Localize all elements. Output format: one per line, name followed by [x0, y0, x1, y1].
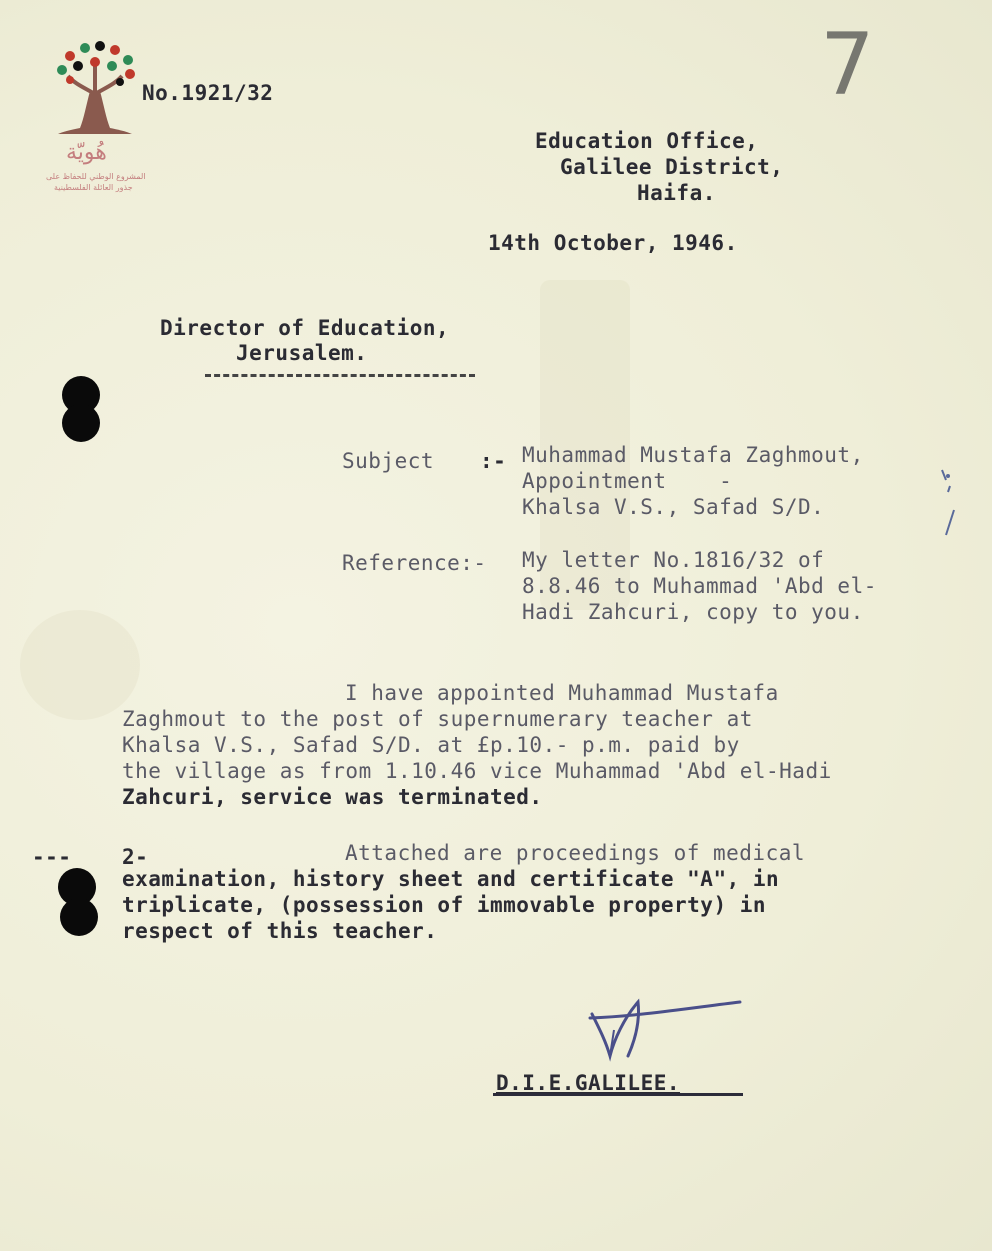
signatory: D.I.E.GALILEE.: [496, 1071, 681, 1095]
logo-caption: جذور العائلة الفلسطينية: [54, 183, 133, 192]
paragraph-number: 2-: [122, 845, 149, 869]
reference-number: No.1921/32: [142, 81, 274, 105]
reference-line: 8.8.46 to Muhammad 'Abd el-: [522, 574, 877, 598]
handwritten-signature: [580, 980, 750, 1070]
body-line: Zahcuri, service was terminated.: [122, 785, 543, 809]
logo-caption: المشروع الوطني للحفاظ على: [46, 172, 146, 181]
body-line: triplicate, (possession of immovable property) in: [122, 893, 767, 917]
ink-marks: [930, 440, 970, 540]
punch-hole: [62, 404, 100, 442]
paper-stain: [20, 610, 140, 720]
reference-line: Hadi Zahcuri, copy to you.: [522, 600, 864, 624]
reference-line: My letter No.1816/32 of: [522, 548, 825, 572]
punch-hole: [60, 898, 98, 936]
office-line: Education Office,: [535, 129, 759, 153]
subject-line: Appointment -: [522, 469, 733, 493]
body-line: Attached are proceedings of medical: [345, 841, 806, 865]
signature-rule: [493, 1093, 743, 1096]
letter-date: 14th October, 1946.: [488, 231, 738, 255]
subject-label: Subject: [342, 449, 435, 473]
body-line: Zaghmout to the post of supernumerary teacher at: [122, 707, 753, 731]
dashed-underline: [205, 374, 475, 377]
recipient-line: Jerusalem.: [236, 341, 368, 365]
recipient-line: Director of Education,: [160, 316, 450, 340]
office-line: Galilee District,: [560, 155, 784, 179]
body-line: respect of this teacher.: [122, 919, 438, 943]
body-line: the village as from 1.10.46 vice Muhammad 'Abd el-Hadi: [122, 759, 832, 783]
body-line: I have appointed Muhammad Mustafa: [345, 681, 779, 705]
subject-separator: :-: [480, 449, 507, 473]
body-line: Khalsa V.S., Safad S/D. at £p.10.- p.m. paid by: [122, 733, 740, 757]
logo-title: هُويّة: [66, 140, 107, 165]
body-line: examination, history sheet and certificate "A", in: [122, 867, 780, 891]
folio-number: 7: [820, 15, 875, 115]
reference-label: Reference:-: [342, 551, 487, 575]
margin-mark: ---: [32, 845, 72, 869]
subject-line: Muhammad Mustafa Zaghmout,: [522, 443, 864, 467]
family-tree-icon: [40, 36, 150, 146]
heritage-logo: [40, 36, 150, 196]
subject-line: Khalsa V.S., Safad S/D.: [522, 495, 825, 519]
office-line: Haifa.: [637, 181, 716, 205]
